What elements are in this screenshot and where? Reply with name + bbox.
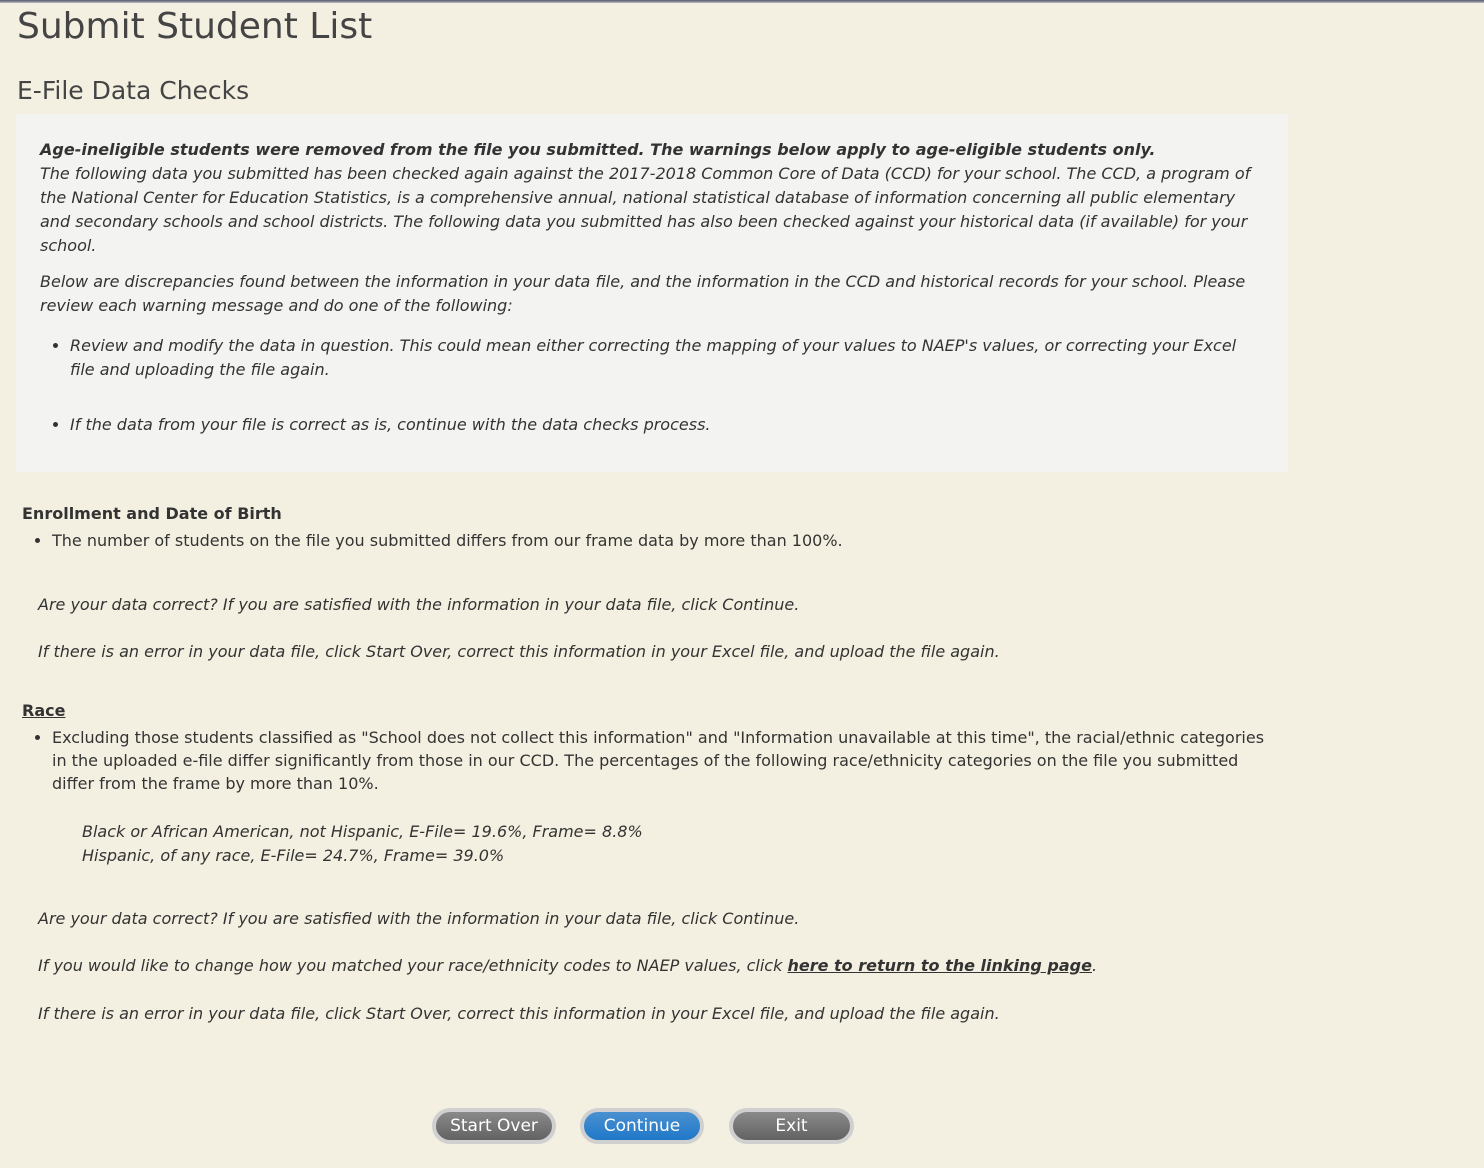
enrollment-question: Are your data correct? If you are satisfied with the information in your data file, click Continue. bbox=[38, 595, 800, 614]
race-linking-suffix: . bbox=[1091, 956, 1098, 975]
section-title: E-File Data Checks bbox=[17, 76, 250, 105]
race-linking-note bbox=[38, 956, 1097, 975]
race-line: Hispanic, of any race, E-File= 24.7%, Frame= 39.0% bbox=[82, 846, 505, 865]
race-question: Are your data correct? If you are satisfied with the information in your data file, click Continue. bbox=[38, 909, 800, 928]
race-linking-text: If you would like to change how you matched your race/ethnicity codes to NAEP values, click bbox=[38, 956, 788, 975]
intro-bold: Age-ineligible students were removed from the file you submitted. The warnings below apply to age-eligible students only. bbox=[40, 140, 1156, 159]
race-section bbox=[22, 699, 1272, 795]
race-heading[interactable]: Race bbox=[22, 701, 66, 720]
start-over-button[interactable]: Start Over bbox=[432, 1108, 556, 1144]
intro-para2: Below are discrepancies found between the information in your data file, and the information in the CCD and historical records for your school. Please review each warning message and do one of the following: bbox=[40, 272, 1246, 315]
list-item: • Excluding those students classified as "School does not collect this information" and "Information unavailable at this time", the racial/ethnic categories in the uploaded e-file differ significantly from those in our CCD. The percentages of the following race/ethnicity categories on the file you submitted differ from the frame by more than 10%. bbox=[52, 726, 1272, 795]
race-line: Black or African American, not Hispanic, E-File= 19.6%, Frame= 8.8% bbox=[82, 822, 643, 841]
intro-para1: The following data you submitted has been checked again against the 2017-2018 Common Core of Data (CCD) for your school. The CCD, a program of the National Center for Education Statistics, is a comprehensive annual, national statistical database of information concerning all public elementary and secondary schools and school districts. The following data you submitted has also been checked against your historical data (if available) for your school. bbox=[40, 164, 1251, 255]
race-discrepancies bbox=[82, 820, 643, 868]
intro-bullets bbox=[40, 334, 1264, 437]
page-title: Submit Student List bbox=[17, 6, 373, 47]
enrollment-section bbox=[22, 502, 1272, 552]
enrollment-error-note: If there is an error in your data file, click Start Over, correct this information in your Excel file, and upload the file again. bbox=[38, 642, 1000, 661]
linking-page-link[interactable]: here to return to the linking page bbox=[787, 956, 1092, 975]
list-item: • If the data from your file is correct as is, continue with the data checks process. bbox=[70, 413, 1264, 437]
exit-button[interactable]: Exit bbox=[729, 1108, 854, 1144]
race-error-note: If there is an error in your data file, click Start Over, correct this information in your Excel file, and upload the file again. bbox=[38, 1004, 1000, 1023]
list-item: • Review and modify the data in question. This could mean either correcting the mapping of your values to NAEP's values, or correcting your Excel file and uploading the file again. bbox=[70, 334, 1264, 382]
list-item: • The number of students on the file you submitted differs from our frame data by more than 100%. bbox=[52, 529, 1272, 552]
enrollment-heading: Enrollment and Date of Birth bbox=[22, 504, 282, 523]
intro-panel bbox=[16, 114, 1288, 472]
top-bar bbox=[0, 0, 1484, 3]
continue-button[interactable]: Continue bbox=[580, 1108, 704, 1144]
